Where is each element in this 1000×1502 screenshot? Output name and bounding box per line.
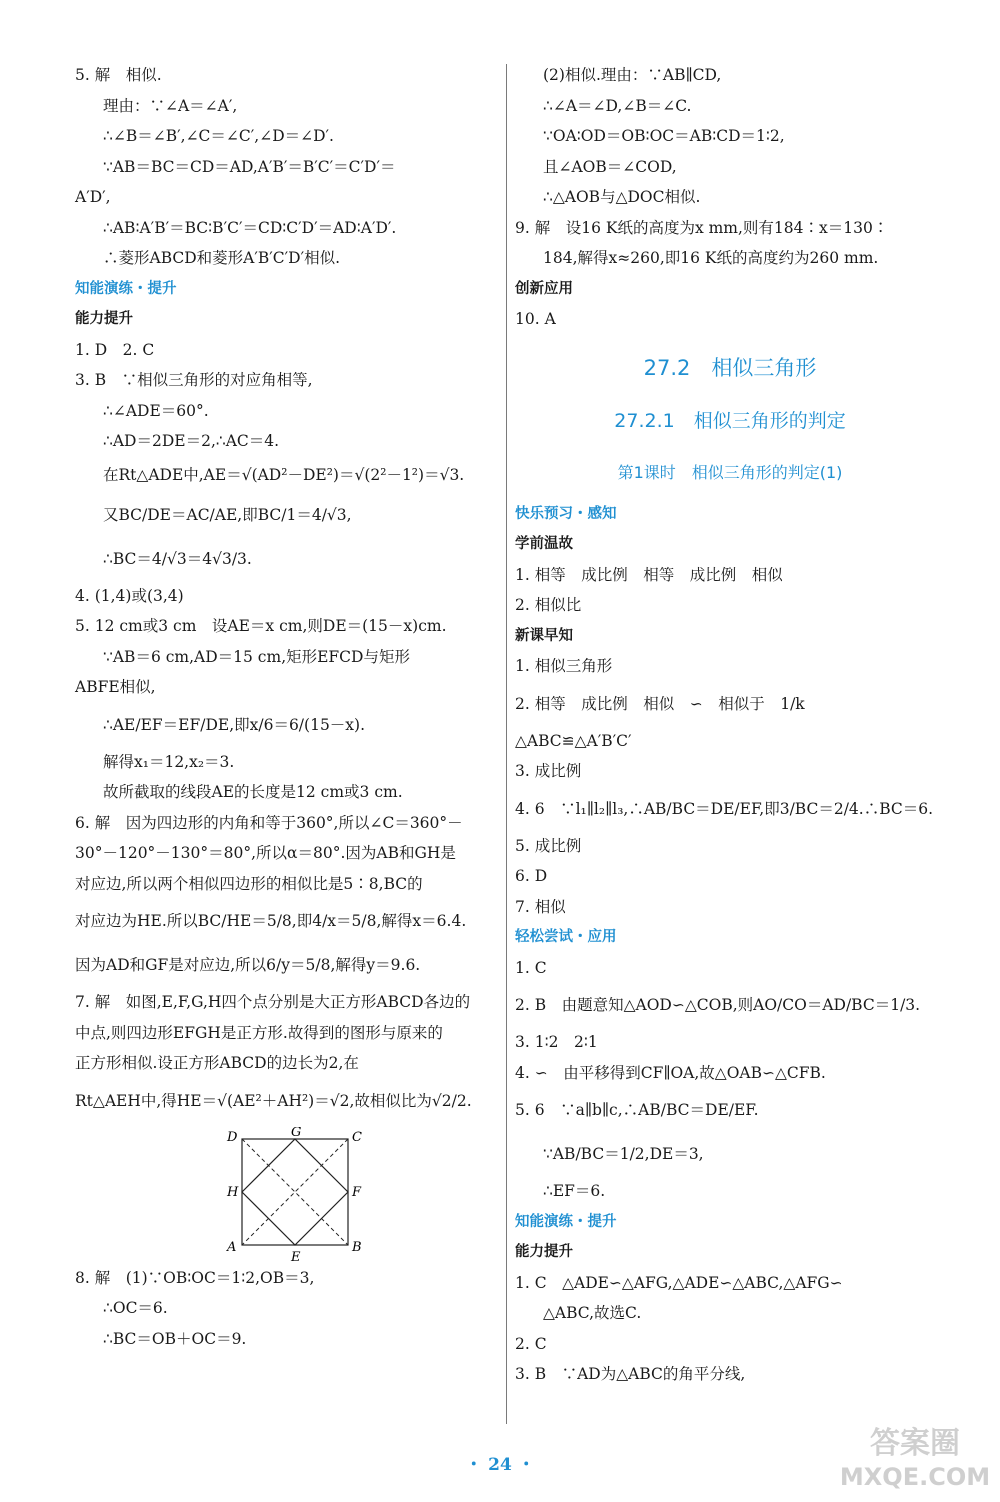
answer-line: 1. C [515,958,547,977]
section-heading: 轻松尝试・应用 [515,929,617,945]
watermark-logo [840,1415,990,1495]
subsection-title: 27.2.1 相似三角形的判定 [614,409,846,432]
section-heading: 快乐预习・感知 [515,505,617,522]
square-figure [75,1123,495,1263]
answer-line: ∴∠B＝∠B′,∠C＝∠C′,∠D＝∠D′. [103,127,334,145]
answer-line: 正方形相似.设正方形ABCD的边长为2,在 [75,1054,359,1072]
page-number: ・ 24 ・ [465,1455,535,1475]
answer-line: ∴BC＝OB＋OC＝9. [103,1329,247,1348]
label-f: F [352,1184,362,1200]
answer-line: 30°－120°－130°＝80°,所以α＝80°.因为AB和GH是 [75,844,456,862]
answer-line: 5. 12 cm或3 cm 设AE＝x cm,则DE＝(15－x)cm. [75,617,447,635]
label-b: B [352,1239,362,1255]
section-heading: 知能演练・提升 [515,1213,617,1230]
answer-line: ∵AB＝BC＝CD＝AD,A′B′＝B′C′＝C′D′＝ [103,157,396,176]
lesson-title: 第1课时 相似三角形的判定(1) [617,462,843,482]
answer-line: 9. 解 设16 K纸的高度为x mm,则有184∶x＝130∶ [515,218,889,237]
answer-line: 1. 相似三角形 [515,657,613,675]
answer-line: ∴OC＝6. [103,1299,168,1317]
label-e: E [291,1249,301,1263]
answer-line: 10. A [515,310,556,328]
answer-line: 7. 相似 [515,897,566,916]
right-column [515,60,945,1390]
answer-line: 理由：∵∠A＝∠A′, [103,96,238,115]
answer-line: 1. 相等 成比例 相等 成比例 相似 [515,565,783,584]
answer-line: 在Rt△ADE中,AE＝√(AD²－DE²)＝√(2²－1²)＝√3. [103,465,465,484]
answer-line: 中点,则四边形EFGH是正方形.故得到的图形与原来的 [75,1023,443,1042]
svg-text:MXQE.COM: MXQE.COM [840,1463,990,1491]
answer-line: 2. C [515,1334,547,1353]
answer-line: △ABC≌△A′B′C′ [515,731,632,750]
answer-line: 解得x₁＝12,x₂＝3. [103,752,235,771]
answer-line: Rt△AEH中,得HE＝√(AE²＋AH²)＝√2,故相似比为√2/2. [75,1091,472,1110]
answer-line: ∴菱形ABCD和菱形A′B′C′D′相似. [103,249,341,267]
answer-line: 3. 成比例 [515,762,582,780]
answer-line: 2. 相等 成比例 相似 ∽ 相似于 1/k [515,694,805,713]
answer-line: 184,解得x≈260,即16 K纸的高度约为260 mm. [543,249,879,267]
answer-line: 6. D [515,867,548,885]
label-h: H [227,1184,239,1200]
answer-line: ∴BC＝4/√3＝4√3/3. [103,549,252,568]
subsection-heading: 能力提升 [75,311,133,327]
answer-line: 4. (1,4)或(3,4) [75,586,184,605]
label-d: D [227,1129,238,1145]
answer-line: 3. 1∶2 2∶1 [515,1033,598,1051]
answer-line: ∴AB∶A′B′＝BC∶B′C′＝CD∶C′D′＝AD∶A′D′. [103,218,397,237]
answer-line: 7. 解 如图,E,F,G,H四个点分别是大正方形ABCD各边的 [75,993,471,1011]
answer-line: A′D′, [75,188,111,206]
answer-line: 5. 解 相似. [75,66,162,84]
section-title: 27.2 相似三角形 [643,355,817,380]
subsection-heading: 创新应用 [515,280,573,297]
answer-line: 因为AD和GF是对应边,所以6/y＝5/8,解得y＝9.6. [75,956,421,974]
answer-line: △ABC,故选C. [543,1304,642,1322]
answer-line: 2. B 由题意知△AOD∽△COB,则AO/CO＝AD/BC＝1/3. [515,996,921,1014]
answer-line: ∴AE/EF＝EF/DE,即x/6＝6/(15－x). [103,715,366,734]
answer-line: 4. 6 ∵l₁∥l₂∥l₃,∴AB/BC＝DE/EF,即3/BC＝2/4.∴BC＝6. [515,799,934,818]
square-diagram [225,1127,365,1263]
subsection-heading: 学前温故 [515,536,573,552]
answer-line: ∴∠A＝∠D,∠B＝∠C. [543,96,692,115]
answer-line: ∴△AOB与△DOC相似. [543,188,701,206]
label-g: G [291,1126,302,1140]
subsection-heading: 新课早知 [515,627,573,644]
answer-line: 8. 解 (1)∵OB∶OC＝1∶2,OB＝3, [75,1268,315,1287]
answer-line: 3. B ∵相似三角形的对应角相等, [75,371,313,389]
answer-line: (2)相似.理由：∵AB∥CD, [543,66,722,84]
answer-line: 又BC/DE＝AC/AE,即BC/1＝4/√3, [103,505,352,524]
answer-line: 2. 相似比 [515,596,582,614]
section-heading: 知能演练・提升 [75,280,177,297]
answer-line: 1. D 2. C [75,340,155,359]
answer-line: ∵AB＝6 cm,AD＝15 cm,矩形EFCD与矩形 [103,647,410,666]
column-divider [506,64,507,1424]
answer-line: ∵OA∶OD＝OB∶OC＝AB∶CD＝1∶2, [543,127,785,145]
answer-line: ∵AB/BC＝1/2,DE＝3, [543,1145,704,1163]
answer-line: ∴AD＝2DE＝2,∴AC＝4. [103,432,280,450]
answer-line: 对应边,所以两个相似四边形的相似比是5∶8,BC的 [75,874,423,893]
label-c: C [352,1129,362,1145]
subsection-heading: 能力提升 [515,1244,573,1260]
answer-line: ∴EF＝6. [543,1182,606,1200]
answer-line: 故所截取的线段AE的长度是12 cm或3 cm. [103,783,403,801]
answer-line: 4. ∽ 由平移得到CF∥OA,故△OAB∽△CFB. [515,1063,826,1082]
answer-line: 5. 成比例 [515,836,582,855]
answer-line: 3. B ∵AD为△ABC的角平分线, [515,1365,746,1383]
label-a: A [227,1239,237,1255]
answer-line: 且∠AOB＝∠COD, [543,157,677,176]
answer-line: 1. C △ADE∽△AFG,△ADE∽△ABC,△AFG∽ [515,1273,843,1292]
answer-line: 对应边为HE.所以BC/HE＝5/8,即4/x＝5/8,解得x＝6.4. [75,912,467,930]
answer-line: ∴∠ADE＝60°. [103,401,209,420]
answer-line: 5. 6 ∵a∥b∥c,∴AB/BC＝DE/EF. [515,1101,759,1119]
answer-line: ABFE相似, [75,678,156,696]
left-column [75,60,495,1354]
svg-text:答案圈: 答案圈 [870,1426,960,1461]
answer-line: 6. 解 因为四边形的内角和等于360°,所以∠C＝360°－ [75,813,463,832]
